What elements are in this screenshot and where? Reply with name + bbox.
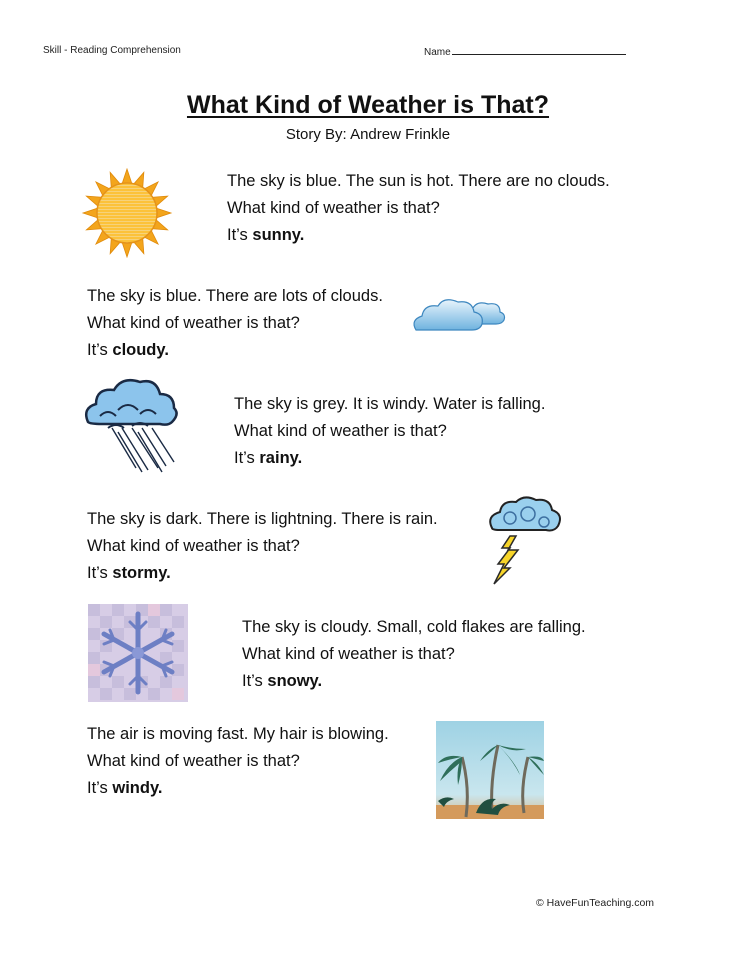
- passage-sunny: [227, 168, 610, 249]
- question-sunny: What kind of weather is that?: [227, 199, 440, 217]
- answer-cloudy: It’s cloudy.: [87, 341, 169, 359]
- passage-cloudy: [87, 283, 383, 364]
- question-windy: What kind of weather is that?: [87, 752, 300, 770]
- statement-snowy: The sky is cloudy. Small, cold flakes are falling.: [242, 618, 586, 636]
- question-snowy: What kind of weather is that?: [242, 645, 455, 663]
- windy-palm-trees-icon: [436, 721, 544, 819]
- passage-windy: [87, 721, 389, 802]
- sun-icon: [80, 168, 174, 258]
- answer-rainy: It’s rainy.: [234, 449, 303, 467]
- skill-label: Skill - Reading Comprehension: [43, 45, 181, 56]
- lightning-cloud-icon: [486, 496, 562, 586]
- answer-stormy: It’s stormy.: [87, 564, 171, 582]
- name-label: Name: [424, 47, 451, 58]
- statement-cloudy: The sky is blue. There are lots of clouds.: [87, 287, 383, 305]
- passage-rainy: [234, 391, 545, 472]
- copyright-notice: © HaveFunTeaching.com: [536, 897, 655, 909]
- answer-snowy: It’s snowy.: [242, 672, 323, 690]
- passage-snowy: [242, 614, 586, 695]
- question-stormy: What kind of weather is that?: [87, 537, 300, 555]
- statement-stormy: The sky is dark. There is lightning. There is rain.: [87, 510, 438, 528]
- answer-sunny: It’s sunny.: [227, 226, 305, 244]
- passage-stormy: [87, 506, 438, 587]
- snowflake-icon: [88, 604, 188, 702]
- question-cloudy: What kind of weather is that?: [87, 314, 300, 332]
- statement-sunny: The sky is blue. The sun is hot. There are no clouds.: [227, 172, 610, 190]
- statement-rainy: The sky is grey. It is windy. Water is falling.: [234, 395, 546, 413]
- story-author: Story By: Andrew Frinkle: [285, 126, 451, 143]
- name-field[interactable]: [424, 45, 626, 58]
- statement-windy: The air is moving fast. My hair is blowing.: [87, 725, 389, 743]
- page-title: What Kind of Weather is That?: [186, 91, 550, 119]
- question-rainy: What kind of weather is that?: [234, 422, 447, 440]
- name-blank-line[interactable]: [452, 45, 626, 55]
- answer-windy: It’s windy.: [87, 779, 163, 797]
- rain-cloud-icon: [82, 376, 182, 476]
- clouds-icon: [410, 290, 506, 338]
